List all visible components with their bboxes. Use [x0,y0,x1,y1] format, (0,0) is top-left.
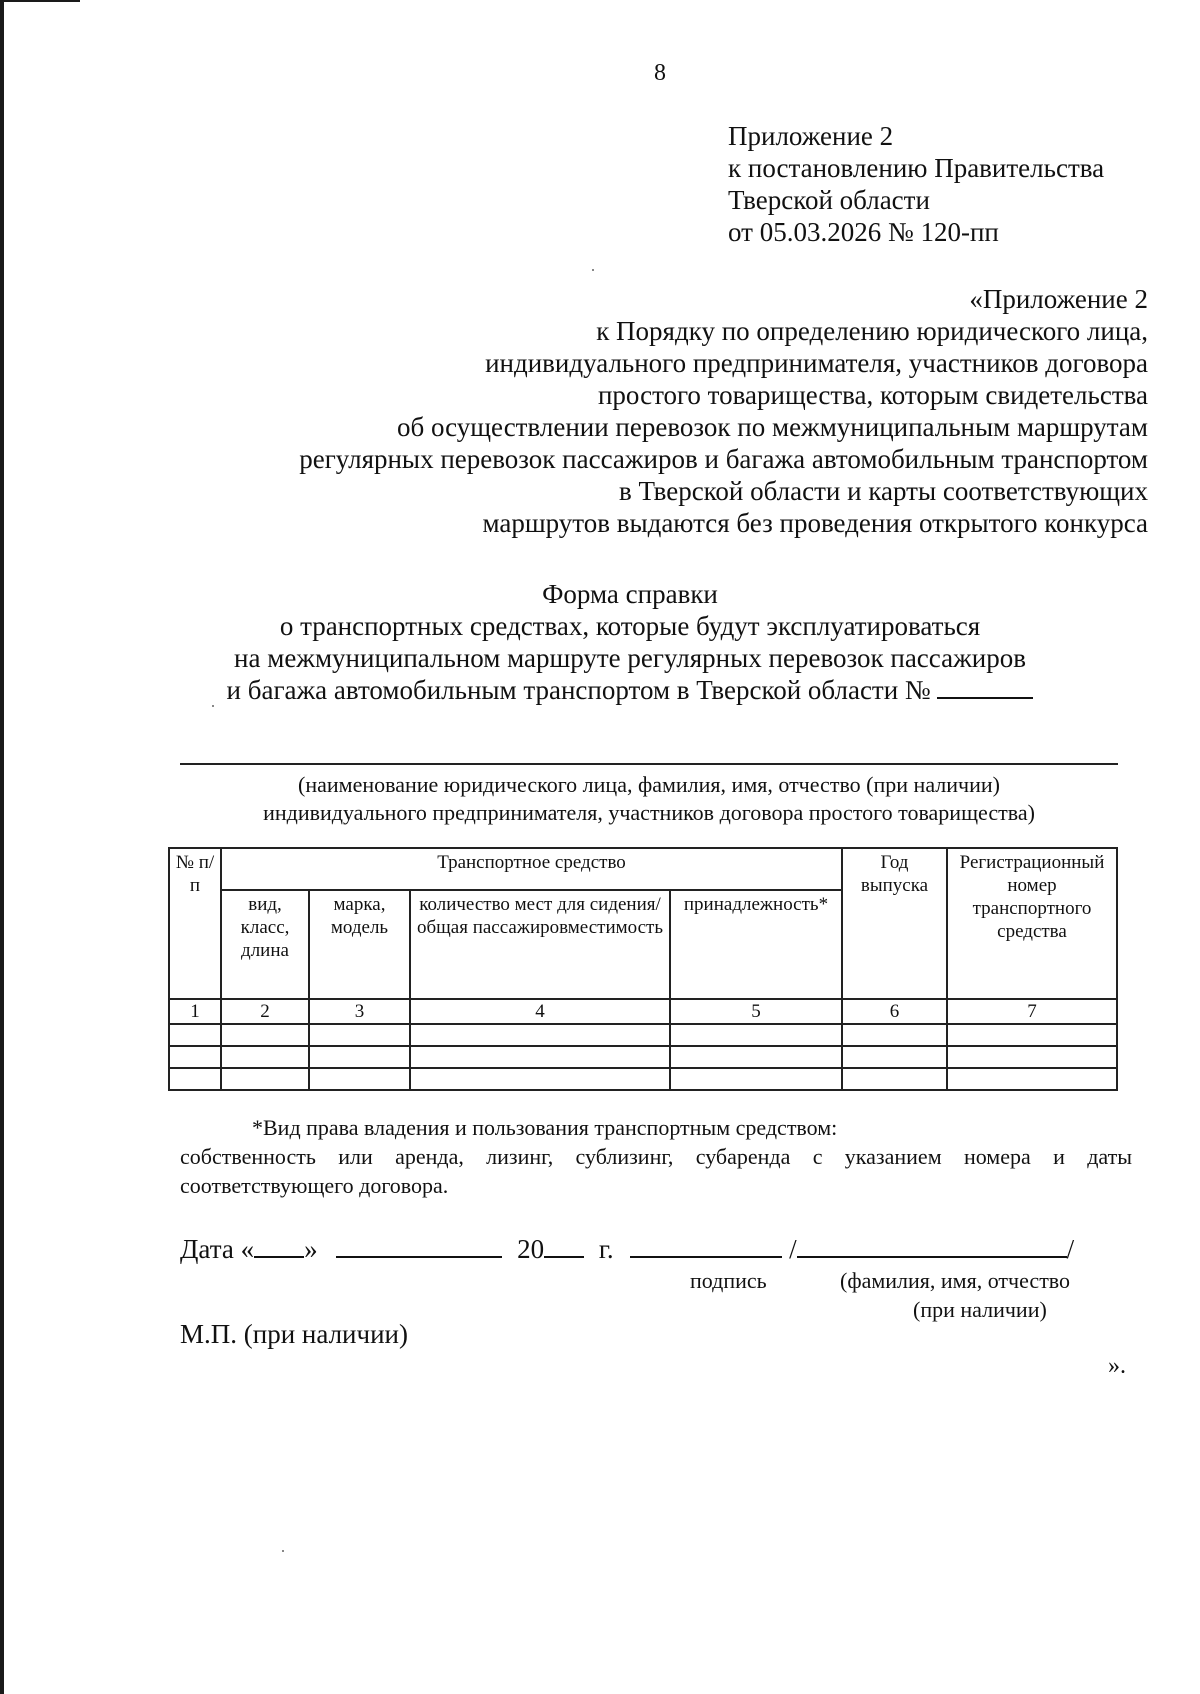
page-number: 8 [654,60,666,86]
scan-speck [592,269,594,271]
column-number-cell: 3 [309,999,410,1024]
order-appendix-line: регулярных перевозок пассажиров и багажа автомобильным транспортом [299,444,1148,474]
scan-speck [212,705,214,707]
order-appendix-line: простого товарищества, которым свидетельства [597,380,1148,410]
table-row [169,1024,1117,1046]
order-appendix-line: «Приложение 2 [969,284,1148,314]
appendix-header-line: Приложение 2 [728,121,894,151]
scan-speck [282,1550,284,1552]
closing-quote: ». [1108,1353,1126,1379]
order-appendix-line: в Тверской области и карты соответствующих [618,476,1148,506]
stamp-place: М.П. (при наличии) [180,1319,408,1349]
name-caption-line: индивидуального предпринимателя, участников договора простого товарищества) [263,800,1035,825]
appendix-header-line: Тверской области [728,185,930,215]
appendix-header-line: к постановлению Правительства [728,153,1105,183]
form-subtitle-text: и багажа автомобильным транспортом в Тверской области № [226,675,931,705]
signature-label: подпись [690,1268,767,1293]
day-blank [254,1234,304,1258]
route-number-blank [937,677,1033,699]
signature-slash: / [789,1234,797,1264]
scan-edge-top [0,0,80,2]
appendix-header [728,120,1104,248]
organization-name-line [180,763,1118,765]
year-blank [544,1234,584,1258]
order-appendix-line: индивидуального предпринимателя, участников договора [485,348,1148,378]
form-subtitle-line: о транспортных средствах, которые будут эксплуатироваться [279,611,981,641]
order-appendix-line: маршрутов выдаются без проведения открытого конкурса [482,508,1148,538]
scan-edge-left [0,0,4,1694]
footnote-title: *Вид права владения и пользования транспортным средством: [252,1115,838,1140]
header-reg-number: Регистрационный номер транспортного средства [947,848,1117,999]
fio-label: (фамилия, имя, отчество [840,1268,1071,1293]
fio-blank [797,1234,1067,1258]
header-brand: марка, модель [309,890,410,999]
date-close-quote: » [304,1234,318,1264]
table-row [169,1068,1117,1090]
header-ownership: принадлежность* [670,890,842,999]
column-number-cell: 6 [842,999,947,1024]
fio-label-note: (при наличии) [913,1297,1047,1322]
column-number-cell: 1 [169,999,221,1024]
header-type: вид, класс, длина [221,890,309,999]
name-caption-line: (наименование юридического лица, фамилия, имя, отчество (при наличии) [298,772,1000,797]
column-number-cell: 4 [410,999,670,1024]
table-row [169,1046,1117,1068]
header-number: № п/п [169,848,221,999]
year-prefix: 20 [517,1234,545,1264]
signature-slash-end: / [1066,1234,1075,1264]
appendix-header-line: от 05.03.2026 № 120-пп [728,217,999,247]
footnote-body: собственность или аренда, лизинг, сублизинг, субаренда с указанием номера и даты соответствующего договора. [180,1144,1132,1198]
column-number-cell: 2 [221,999,309,1024]
vehicles-table [168,847,1118,1091]
month-blank [336,1234,502,1258]
order-appendix-line: к Порядку по определению юридического лица, [596,316,1148,346]
column-number-cell: 7 [947,999,1117,1024]
year-suffix: г. [598,1234,614,1264]
column-number-cell: 5 [670,999,842,1024]
signature-row [180,1233,1074,1265]
order-appendix-line: об осуществлении перевозок по межмуниципальным маршрутам [396,412,1148,442]
form-title: Форма справки [542,579,718,609]
header-vehicle-group: Транспортное средство [221,848,842,890]
header-seats: количество мест для сидения/общая пассажировместимость [410,890,670,999]
signature-blank [630,1234,782,1258]
date-prefix: Дата « [180,1234,255,1264]
header-year: Год выпуска [842,848,947,999]
form-subtitle-line [200,674,1060,706]
form-subtitle-line: на межмуниципальном маршруте регулярных перевозок пассажиров [234,643,1026,673]
